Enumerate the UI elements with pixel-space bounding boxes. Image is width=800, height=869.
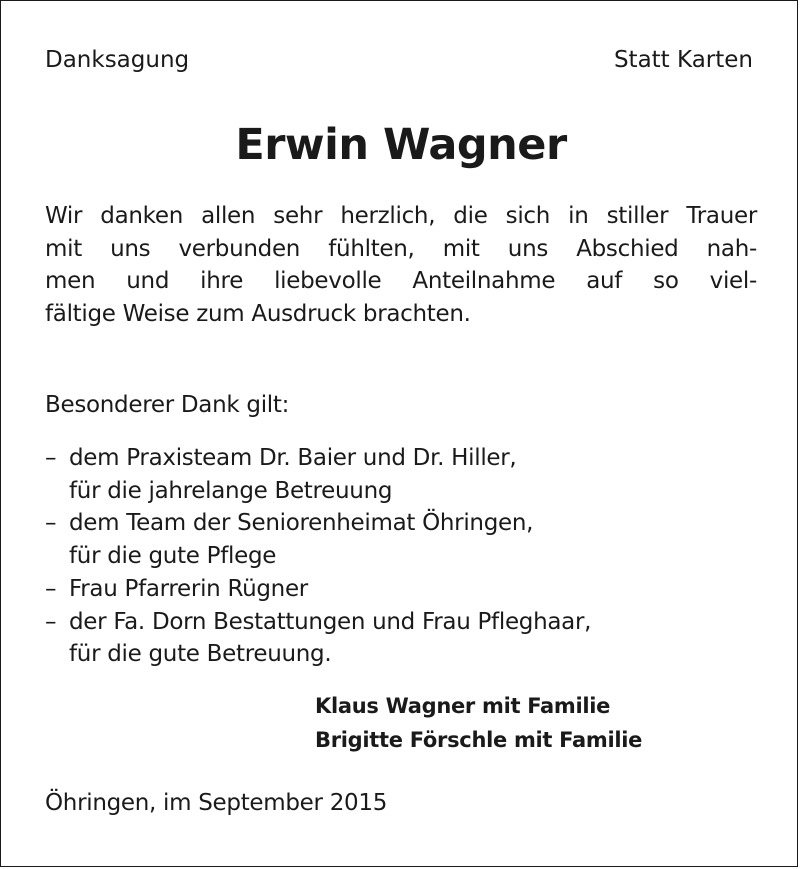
signature-line: Klaus Wagner mit Familie: [315, 694, 611, 718]
signatures: [315, 689, 642, 757]
list-item-line: der Fa. Dorn Bestattungen und Frau Pfleghaar,: [69, 608, 592, 635]
special-thanks-list: [45, 442, 757, 671]
special-thanks-intro: Besonderer Dank gilt:: [45, 392, 290, 418]
thanks-message: [45, 200, 757, 331]
signature-line: Brigitte Förschle mit Familie: [315, 728, 643, 752]
list-item: [45, 507, 757, 572]
dash-bullet: –: [45, 575, 57, 602]
message-line: Wir danken allen sehr herzlich, die sich in stiller Trauer: [45, 203, 757, 229]
notice-heading-danksagung: Danksagung: [45, 47, 190, 73]
list-item-line: dem Praxisteam Dr. Baier und Dr. Hiller,: [69, 445, 517, 471]
list-item-line: für die gute Betreuung.: [69, 641, 332, 668]
list-item-line: dem Team der Seniorenheimat Öhringen,: [69, 510, 534, 537]
list-item-line: für die jahrelange Betreuung: [69, 477, 393, 504]
list-item-line: für die gute Pflege: [69, 543, 277, 570]
dash-bullet: –: [45, 510, 57, 537]
list-item: [45, 573, 757, 606]
list-item-line: Frau Pfarrerin Rügner: [69, 575, 308, 602]
message-line: fältige Weise zum Ausdruck brachten.: [45, 301, 471, 328]
list-item: [45, 442, 757, 507]
message-line: men und ihre liebevolle Anteilnahme auf so viel-: [45, 268, 757, 295]
deceased-name: Erwin Wagner: [235, 120, 567, 170]
dash-bullet: –: [45, 608, 57, 635]
place-and-date: Öhringen, im September 2015: [45, 790, 388, 816]
message-line: mit uns verbunden fühlten, mit uns Abschied nah-: [45, 235, 757, 262]
dash-bullet: –: [45, 445, 57, 471]
list-item: [45, 606, 757, 671]
notice-heading-statt-karten: Statt Karten: [613, 47, 753, 73]
